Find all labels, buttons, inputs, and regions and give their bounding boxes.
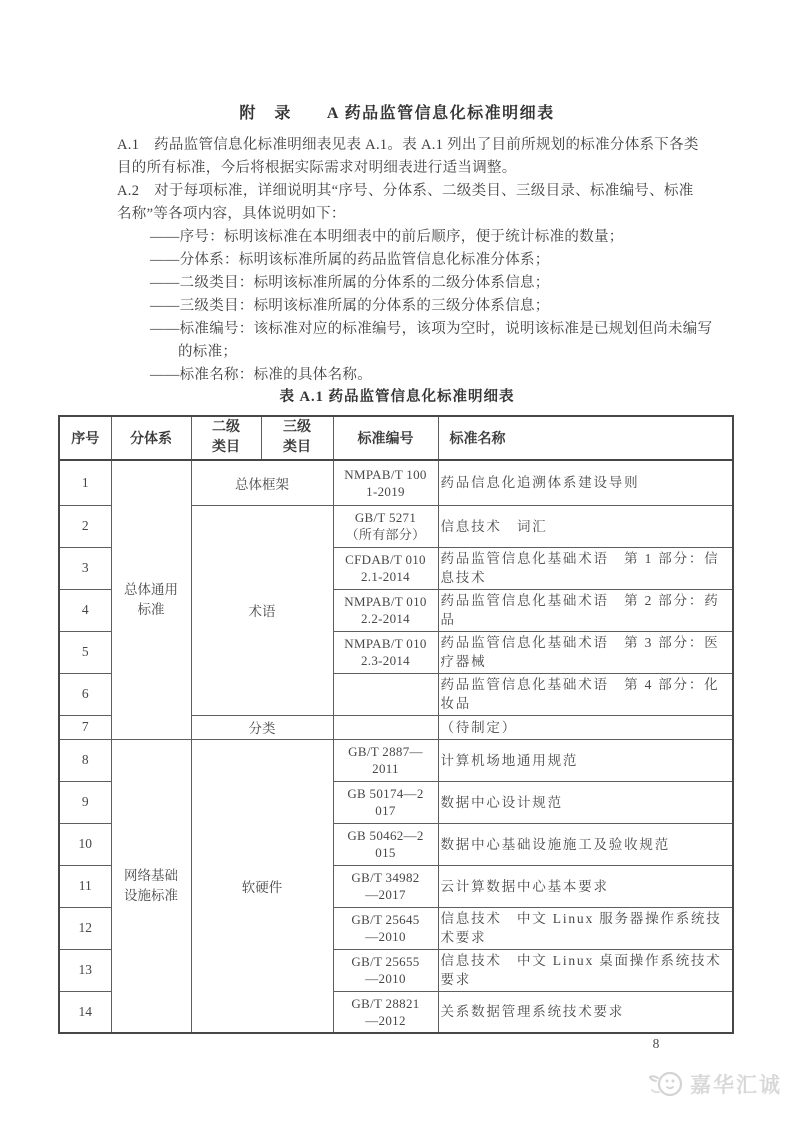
table-row	[59, 739, 733, 781]
row-number-cell: 4	[59, 589, 111, 631]
standard-name-cell: 药品信息化追溯体系建设导则	[438, 460, 733, 505]
page-number: 8	[652, 1036, 660, 1051]
row-number-cell: 5	[59, 631, 111, 673]
category-cell: 分类	[191, 715, 333, 739]
standard-name-cell: 信息技术 词汇	[438, 505, 733, 547]
standard-code-cell: GB/T 2887— 2011	[333, 739, 438, 781]
standard-code-cell: GB/T 28821 —2012	[333, 991, 438, 1033]
paragraph-a1-line: 目的所有标准，今后将根据实际需求对明细表进行适当调整。	[117, 160, 517, 176]
table-row	[59, 460, 733, 505]
header-row	[59, 416, 733, 460]
definition-item: ——序号：标明该标准在本明细表中的前后顺序，便于统计标准的数量；	[150, 229, 624, 245]
row-number-cell: 1	[59, 460, 111, 505]
definition-item: ——三级类目：标明该标准所属的分体系的三级分体系信息；	[150, 298, 550, 314]
standard-name-cell: 关系数据管理系统技术要求	[438, 991, 733, 1033]
standard-code-cell: GB 50174—2 017	[333, 781, 438, 823]
header-level2-category: 二级 类目	[191, 416, 261, 460]
appendix-title: 附 录 A 药品监管信息化标准明细表	[239, 105, 555, 122]
header-standard-name: 标准名称	[438, 416, 733, 460]
standard-code-cell: GB/T 5271 （所有部分）	[333, 505, 438, 547]
standard-code-cell: GB/T 25645 —2010	[333, 907, 438, 949]
definition-item: ——标准编号：该标准对应的标准编号，该项为空时，说明该标准是已规划但尚未编写	[150, 321, 713, 337]
standard-name-cell: 数据中心设计规范	[438, 781, 733, 823]
standard-name-cell: 云计算数据中心基本要求	[438, 865, 733, 907]
table-caption: 表 A.1 药品监管信息化标准明细表	[279, 389, 515, 405]
paragraph-a1-line: A.1 药品监管信息化标准明细表见表 A.1。表 A.1 列出了目前所规划的标准分体系下各类	[117, 137, 699, 153]
standard-name-cell: 计算机场地通用规范	[438, 739, 733, 781]
row-number-cell: 13	[59, 949, 111, 991]
row-number-cell: 12	[59, 907, 111, 949]
row-number-cell: 6	[59, 673, 111, 715]
standard-code-cell: CFDAB/T 010 2.1-2014	[333, 547, 438, 589]
header-standard-code: 标准编号	[333, 416, 438, 460]
standard-code-cell: NMPAB/T 100 1-2019	[333, 460, 438, 505]
row-number-cell: 3	[59, 547, 111, 589]
row-number-cell: 8	[59, 739, 111, 781]
standard-name-cell: 数据中心基础设施施工及验收规范	[438, 823, 733, 865]
header-serial: 序号	[59, 416, 111, 460]
standard-code-cell	[333, 715, 438, 739]
standard-code-cell: GB/T 25655 —2010	[333, 949, 438, 991]
row-number-cell: 10	[59, 823, 111, 865]
standard-name-cell: 药品监管信息化基础术语 第 2 部分：药品	[438, 589, 733, 631]
standard-name-cell: （待制定）	[438, 715, 733, 739]
row-number-cell: 14	[59, 991, 111, 1033]
standard-code-cell	[333, 673, 438, 715]
watermark	[646, 1068, 782, 1100]
subsystem-cell: 网络基础 设施标准	[111, 739, 191, 1033]
category-cell: 软硬件	[191, 739, 333, 1033]
standard-code-cell: NMPAB/T 010 2.3-2014	[333, 631, 438, 673]
category-cell: 总体框架	[191, 460, 333, 505]
subsystem-cell: 总体通用 标准	[111, 460, 191, 739]
row-number-cell: 2	[59, 505, 111, 547]
standard-name-cell: 药品监管信息化基础术语 第 3 部分：医疗器械	[438, 631, 733, 673]
standard-name-cell: 信息技术 中文 Linux 服务器操作系统技术要求	[438, 907, 733, 949]
standard-name-cell: 药品监管信息化基础术语 第 1 部分：信息技术	[438, 547, 733, 589]
paragraph-a2-line: A.2 对于每项标准，详细说明其“序号、分体系、二级类目、三级目录、标准编号、标准	[117, 183, 694, 199]
definition-item: ——分体系：标明该标准所属的药品监管信息化标准分体系；	[150, 252, 550, 268]
standard-code-cell: GB/T 34982 —2017	[333, 865, 438, 907]
paragraph-a2-line: 名称”等各项内容，具体说明如下：	[117, 206, 346, 222]
definition-item: ——二级类目：标明该标准所属的分体系的二级分体系信息；	[150, 275, 550, 291]
standard-name-cell: 信息技术 中文 Linux 桌面操作系统技术要求	[438, 949, 733, 991]
row-number-cell: 7	[59, 715, 111, 739]
row-number-cell: 11	[59, 865, 111, 907]
watermark-text: 嘉华汇诚	[690, 1074, 782, 1097]
row-number-cell: 9	[59, 781, 111, 823]
standard-code-cell: GB 50462—2 015	[333, 823, 438, 865]
standard-name-cell: 药品监管信息化基础术语 第 4 部分：化妆品	[438, 673, 733, 715]
category-cell: 术语	[191, 505, 333, 715]
definition-item-wrap: 的标准；	[178, 344, 238, 360]
header-level3-category: 三级 类目	[261, 416, 333, 460]
standard-code-cell: NMPAB/T 010 2.2-2014	[333, 589, 438, 631]
chick-mascot-icon	[646, 1068, 686, 1100]
standards-table	[58, 415, 734, 1034]
intro-text	[117, 134, 717, 387]
definition-item: ——标准名称：标准的具体名称。	[150, 367, 372, 383]
header-subsystem: 分体系	[111, 416, 191, 460]
